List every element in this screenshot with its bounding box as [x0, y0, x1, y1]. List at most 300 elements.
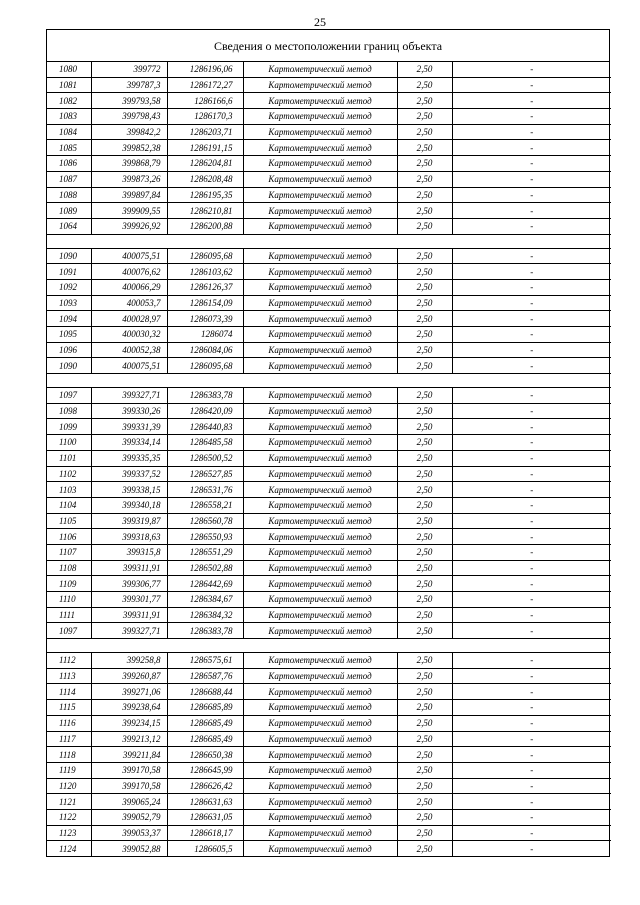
accuracy-cell: 2,50 [397, 529, 452, 545]
note-cell: - [452, 450, 611, 466]
note-cell: - [452, 684, 611, 700]
method-cell: Картометрический метод [243, 731, 397, 747]
accuracy-cell: 2,50 [397, 248, 452, 264]
method-cell: Картометрический метод [243, 762, 397, 778]
accuracy-cell: 2,50 [397, 264, 452, 280]
table-row [47, 809, 611, 825]
method-cell: Картометрический метод [243, 794, 397, 810]
point-number-cell: 1082 [47, 93, 91, 109]
table-row [47, 203, 611, 219]
x-coordinate-cell: 399238,64 [91, 700, 167, 716]
x-coordinate-cell: 400053,7 [91, 295, 167, 311]
x-coordinate-cell: 399327,71 [91, 623, 167, 639]
method-cell: Картометрический метод [243, 700, 397, 716]
accuracy-cell: 2,50 [397, 544, 452, 560]
table-row [47, 403, 611, 419]
y-coordinate-cell: 1286191,15 [167, 140, 243, 156]
x-coordinate-cell: 399213,12 [91, 731, 167, 747]
accuracy-cell: 2,50 [397, 592, 452, 608]
accuracy-cell: 2,50 [397, 124, 452, 140]
point-number-cell: 1124 [47, 841, 91, 856]
accuracy-cell: 2,50 [397, 187, 452, 203]
accuracy-cell: 2,50 [397, 715, 452, 731]
point-number-cell: 1114 [47, 684, 91, 700]
point-number-cell: 1117 [47, 731, 91, 747]
note-cell: - [452, 529, 611, 545]
x-coordinate-cell: 399337,52 [91, 466, 167, 482]
point-number-cell: 1108 [47, 560, 91, 576]
table-row [47, 794, 611, 810]
method-cell: Картометрический метод [243, 279, 397, 295]
table-row [47, 841, 611, 856]
y-coordinate-cell: 1286204,81 [167, 156, 243, 172]
note-cell: - [452, 279, 611, 295]
point-number-cell: 1111 [47, 607, 91, 623]
table-row [47, 342, 611, 358]
method-cell: Картометрический метод [243, 203, 397, 219]
accuracy-cell: 2,50 [397, 203, 452, 219]
x-coordinate-cell: 399306,77 [91, 576, 167, 592]
table-title: Сведения о местоположении границ объекта [47, 30, 609, 62]
table-row [47, 93, 611, 109]
table-body [47, 62, 611, 856]
method-cell: Картометрический метод [243, 93, 397, 109]
accuracy-cell: 2,50 [397, 841, 452, 856]
accuracy-cell: 2,50 [397, 295, 452, 311]
point-number-cell: 1093 [47, 295, 91, 311]
table-row [47, 311, 611, 327]
y-coordinate-cell: 1286384,67 [167, 592, 243, 608]
note-cell: - [452, 327, 611, 343]
point-number-cell: 1099 [47, 419, 91, 435]
y-coordinate-cell: 1286645,99 [167, 762, 243, 778]
x-coordinate-cell: 400075,51 [91, 248, 167, 264]
x-coordinate-cell: 400030,32 [91, 327, 167, 343]
table-row [47, 653, 611, 669]
y-coordinate-cell: 1286605,5 [167, 841, 243, 856]
table-row [47, 560, 611, 576]
method-cell: Картометрический метод [243, 607, 397, 623]
y-coordinate-cell: 1286195,35 [167, 187, 243, 203]
accuracy-cell: 2,50 [397, 419, 452, 435]
note-cell: - [452, 248, 611, 264]
y-coordinate-cell: 1286560,78 [167, 513, 243, 529]
y-coordinate-cell: 1286196,06 [167, 62, 243, 77]
method-cell: Картометрический метод [243, 264, 397, 280]
table-row [47, 623, 611, 639]
note-cell: - [452, 62, 611, 77]
table-row [47, 715, 611, 731]
y-coordinate-cell: 1286095,68 [167, 248, 243, 264]
note-cell: - [452, 264, 611, 280]
point-number-cell: 1104 [47, 497, 91, 513]
x-coordinate-cell: 399053,37 [91, 825, 167, 841]
note-cell: - [452, 700, 611, 716]
table-row [47, 171, 611, 187]
table-row [47, 327, 611, 343]
point-number-cell: 1107 [47, 544, 91, 560]
point-number-cell: 1112 [47, 653, 91, 669]
method-cell: Картометрический метод [243, 342, 397, 358]
method-cell: Картометрический метод [243, 466, 397, 482]
table-row [47, 218, 611, 234]
accuracy-cell: 2,50 [397, 435, 452, 451]
accuracy-cell: 2,50 [397, 403, 452, 419]
point-number-cell: 1089 [47, 203, 91, 219]
accuracy-cell: 2,50 [397, 576, 452, 592]
y-coordinate-cell: 1286575,61 [167, 653, 243, 669]
y-coordinate-cell: 1286631,05 [167, 809, 243, 825]
x-coordinate-cell: 399271,06 [91, 684, 167, 700]
table-row [47, 731, 611, 747]
method-cell: Картометрический метод [243, 327, 397, 343]
x-coordinate-cell: 400028,97 [91, 311, 167, 327]
note-cell: - [452, 388, 611, 404]
accuracy-cell: 2,50 [397, 794, 452, 810]
point-number-cell: 1103 [47, 482, 91, 498]
x-coordinate-cell: 399852,38 [91, 140, 167, 156]
accuracy-cell: 2,50 [397, 342, 452, 358]
table-row [47, 482, 611, 498]
y-coordinate-cell: 1286618,17 [167, 825, 243, 841]
y-coordinate-cell: 1286172,27 [167, 77, 243, 93]
point-number-cell: 1102 [47, 466, 91, 482]
y-coordinate-cell: 1286103,62 [167, 264, 243, 280]
accuracy-cell: 2,50 [397, 497, 452, 513]
point-number-cell: 1094 [47, 311, 91, 327]
y-coordinate-cell: 1286650,38 [167, 747, 243, 763]
method-cell: Картометрический метод [243, 77, 397, 93]
note-cell: - [452, 544, 611, 560]
accuracy-cell: 2,50 [397, 809, 452, 825]
x-coordinate-cell: 399170,58 [91, 762, 167, 778]
y-coordinate-cell: 1286440,83 [167, 419, 243, 435]
point-number-cell: 1122 [47, 809, 91, 825]
note-cell: - [452, 203, 611, 219]
x-coordinate-cell: 399873,26 [91, 171, 167, 187]
boundary-coordinates-table [47, 62, 611, 856]
method-cell: Картометрический метод [243, 497, 397, 513]
accuracy-cell: 2,50 [397, 653, 452, 669]
note-cell: - [452, 778, 611, 794]
accuracy-cell: 2,50 [397, 700, 452, 716]
note-cell: - [452, 140, 611, 156]
y-coordinate-cell: 1286154,09 [167, 295, 243, 311]
point-number-cell: 1084 [47, 124, 91, 140]
accuracy-cell: 2,50 [397, 513, 452, 529]
method-cell: Картометрический метод [243, 778, 397, 794]
method-cell: Картометрический метод [243, 358, 397, 374]
point-number-cell: 1090 [47, 358, 91, 374]
method-cell: Картометрический метод [243, 109, 397, 125]
note-cell: - [452, 435, 611, 451]
x-coordinate-cell: 399868,79 [91, 156, 167, 172]
table-row [47, 435, 611, 451]
method-cell: Картометрический метод [243, 171, 397, 187]
note-cell: - [452, 93, 611, 109]
method-cell: Картометрический метод [243, 684, 397, 700]
method-cell: Картометрический метод [243, 295, 397, 311]
note-cell: - [452, 342, 611, 358]
note-cell: - [452, 653, 611, 669]
note-cell: - [452, 497, 611, 513]
accuracy-cell: 2,50 [397, 327, 452, 343]
x-coordinate-cell: 399234,15 [91, 715, 167, 731]
note-cell: - [452, 358, 611, 374]
y-coordinate-cell: 1286587,76 [167, 668, 243, 684]
y-coordinate-cell: 1286631,63 [167, 794, 243, 810]
point-number-cell: 1101 [47, 450, 91, 466]
method-cell: Картометрический метод [243, 529, 397, 545]
y-coordinate-cell: 1286203,71 [167, 124, 243, 140]
boundary-table-frame [46, 29, 610, 857]
accuracy-cell: 2,50 [397, 93, 452, 109]
note-cell: - [452, 825, 611, 841]
note-cell: - [452, 560, 611, 576]
table-row [47, 762, 611, 778]
y-coordinate-cell: 1286551,29 [167, 544, 243, 560]
point-number-cell: 1080 [47, 62, 91, 77]
point-number-cell: 1095 [47, 327, 91, 343]
point-number-cell: 1086 [47, 156, 91, 172]
x-coordinate-cell: 399772 [91, 62, 167, 77]
method-cell: Картометрический метод [243, 482, 397, 498]
y-coordinate-cell: 1286626,42 [167, 778, 243, 794]
note-cell: - [452, 794, 611, 810]
x-coordinate-cell: 400075,51 [91, 358, 167, 374]
point-number-cell: 1098 [47, 403, 91, 419]
y-coordinate-cell: 1286531,76 [167, 482, 243, 498]
method-cell: Картометрический метод [243, 435, 397, 451]
x-coordinate-cell: 399897,84 [91, 187, 167, 203]
point-number-cell: 1120 [47, 778, 91, 794]
note-cell: - [452, 403, 611, 419]
accuracy-cell: 2,50 [397, 140, 452, 156]
method-cell: Картометрический метод [243, 747, 397, 763]
point-number-cell: 1081 [47, 77, 91, 93]
point-number-cell: 1105 [47, 513, 91, 529]
point-number-cell: 1083 [47, 109, 91, 125]
x-coordinate-cell: 399909,55 [91, 203, 167, 219]
x-coordinate-cell: 399335,35 [91, 450, 167, 466]
note-cell: - [452, 156, 611, 172]
group-separator-cell [47, 234, 611, 248]
x-coordinate-cell: 399331,39 [91, 419, 167, 435]
table-row [47, 700, 611, 716]
x-coordinate-cell: 399301,77 [91, 592, 167, 608]
x-coordinate-cell: 399170,58 [91, 778, 167, 794]
x-coordinate-cell: 399311,91 [91, 607, 167, 623]
table-row [47, 248, 611, 264]
table-row [47, 747, 611, 763]
note-cell: - [452, 77, 611, 93]
y-coordinate-cell: 1286073,39 [167, 311, 243, 327]
y-coordinate-cell: 1286685,49 [167, 715, 243, 731]
y-coordinate-cell: 1286502,88 [167, 560, 243, 576]
y-coordinate-cell: 1286200,88 [167, 218, 243, 234]
accuracy-cell: 2,50 [397, 109, 452, 125]
y-coordinate-cell: 1286527,85 [167, 466, 243, 482]
y-coordinate-cell: 1286166,6 [167, 93, 243, 109]
accuracy-cell: 2,50 [397, 218, 452, 234]
table-row [47, 825, 611, 841]
note-cell: - [452, 607, 611, 623]
accuracy-cell: 2,50 [397, 731, 452, 747]
point-number-cell: 1100 [47, 435, 91, 451]
note-cell: - [452, 171, 611, 187]
y-coordinate-cell: 1286208,48 [167, 171, 243, 187]
x-coordinate-cell: 399787,3 [91, 77, 167, 93]
point-number-cell: 1087 [47, 171, 91, 187]
table-row [47, 607, 611, 623]
x-coordinate-cell: 399798,43 [91, 109, 167, 125]
point-number-cell: 1088 [47, 187, 91, 203]
note-cell: - [452, 419, 611, 435]
point-number-cell: 1113 [47, 668, 91, 684]
point-number-cell: 1085 [47, 140, 91, 156]
table-row [47, 388, 611, 404]
method-cell: Картометрический метод [243, 62, 397, 77]
x-coordinate-cell: 399258,8 [91, 653, 167, 669]
accuracy-cell: 2,50 [397, 62, 452, 77]
note-cell: - [452, 482, 611, 498]
accuracy-cell: 2,50 [397, 171, 452, 187]
x-coordinate-cell: 399311,91 [91, 560, 167, 576]
table-row [47, 513, 611, 529]
table-row [47, 62, 611, 77]
accuracy-cell: 2,50 [397, 311, 452, 327]
x-coordinate-cell: 400076,62 [91, 264, 167, 280]
y-coordinate-cell: 1286420,09 [167, 403, 243, 419]
y-coordinate-cell: 1286383,78 [167, 623, 243, 639]
accuracy-cell: 2,50 [397, 825, 452, 841]
table-row [47, 592, 611, 608]
method-cell: Картометрический метод [243, 311, 397, 327]
group-separator-row [47, 639, 611, 653]
note-cell: - [452, 187, 611, 203]
method-cell: Картометрический метод [243, 592, 397, 608]
accuracy-cell: 2,50 [397, 684, 452, 700]
y-coordinate-cell: 1286384,32 [167, 607, 243, 623]
method-cell: Картометрический метод [243, 450, 397, 466]
y-coordinate-cell: 1286685,49 [167, 731, 243, 747]
method-cell: Картометрический метод [243, 218, 397, 234]
point-number-cell: 1097 [47, 623, 91, 639]
accuracy-cell: 2,50 [397, 388, 452, 404]
y-coordinate-cell: 1286500,52 [167, 450, 243, 466]
table-row [47, 684, 611, 700]
method-cell: Картометрический метод [243, 140, 397, 156]
table-row [47, 529, 611, 545]
y-coordinate-cell: 1286383,78 [167, 388, 243, 404]
note-cell: - [452, 218, 611, 234]
x-coordinate-cell: 399318,63 [91, 529, 167, 545]
method-cell: Картометрический метод [243, 809, 397, 825]
x-coordinate-cell: 399065,24 [91, 794, 167, 810]
table-row [47, 156, 611, 172]
method-cell: Картометрический метод [243, 576, 397, 592]
table-row [47, 576, 611, 592]
x-coordinate-cell: 399793,58 [91, 93, 167, 109]
x-coordinate-cell: 399338,15 [91, 482, 167, 498]
method-cell: Картометрический метод [243, 560, 397, 576]
accuracy-cell: 2,50 [397, 466, 452, 482]
x-coordinate-cell: 399052,79 [91, 809, 167, 825]
method-cell: Картометрический метод [243, 623, 397, 639]
y-coordinate-cell: 1286558,21 [167, 497, 243, 513]
table-row [47, 668, 611, 684]
x-coordinate-cell: 399315,8 [91, 544, 167, 560]
group-separator-row [47, 234, 611, 248]
method-cell: Картометрический метод [243, 124, 397, 140]
y-coordinate-cell: 1286084,06 [167, 342, 243, 358]
table-row [47, 187, 611, 203]
y-coordinate-cell: 1286074 [167, 327, 243, 343]
point-number-cell: 1097 [47, 388, 91, 404]
x-coordinate-cell: 399926,92 [91, 218, 167, 234]
accuracy-cell: 2,50 [397, 778, 452, 794]
accuracy-cell: 2,50 [397, 358, 452, 374]
page-number: 25 [314, 15, 326, 29]
point-number-cell: 1092 [47, 279, 91, 295]
note-cell: - [452, 311, 611, 327]
method-cell: Картометрический метод [243, 419, 397, 435]
table-row [47, 140, 611, 156]
table-row [47, 124, 611, 140]
table-row [47, 778, 611, 794]
point-number-cell: 1123 [47, 825, 91, 841]
point-number-cell: 1064 [47, 218, 91, 234]
table-row [47, 544, 611, 560]
table-row [47, 497, 611, 513]
method-cell: Картометрический метод [243, 248, 397, 264]
table-row [47, 419, 611, 435]
note-cell: - [452, 109, 611, 125]
accuracy-cell: 2,50 [397, 747, 452, 763]
x-coordinate-cell: 399340,18 [91, 497, 167, 513]
x-coordinate-cell: 399842,2 [91, 124, 167, 140]
x-coordinate-cell: 399260,87 [91, 668, 167, 684]
x-coordinate-cell: 399211,84 [91, 747, 167, 763]
note-cell: - [452, 513, 611, 529]
method-cell: Картометрический метод [243, 544, 397, 560]
note-cell: - [452, 576, 611, 592]
point-number-cell: 1119 [47, 762, 91, 778]
method-cell: Картометрический метод [243, 841, 397, 856]
accuracy-cell: 2,50 [397, 623, 452, 639]
accuracy-cell: 2,50 [397, 560, 452, 576]
note-cell: - [452, 466, 611, 482]
point-number-cell: 1090 [47, 248, 91, 264]
method-cell: Картометрический метод [243, 513, 397, 529]
table-row [47, 358, 611, 374]
point-number-cell: 1118 [47, 747, 91, 763]
point-number-cell: 1096 [47, 342, 91, 358]
x-coordinate-cell: 399330,26 [91, 403, 167, 419]
note-cell: - [452, 731, 611, 747]
method-cell: Картометрический метод [243, 668, 397, 684]
table-row [47, 77, 611, 93]
point-number-cell: 1116 [47, 715, 91, 731]
point-number-cell: 1121 [47, 794, 91, 810]
x-coordinate-cell: 399334,14 [91, 435, 167, 451]
group-separator-cell [47, 639, 611, 653]
y-coordinate-cell: 1286685,89 [167, 700, 243, 716]
accuracy-cell: 2,50 [397, 668, 452, 684]
y-coordinate-cell: 1286126,37 [167, 279, 243, 295]
note-cell: - [452, 623, 611, 639]
method-cell: Картометрический метод [243, 715, 397, 731]
